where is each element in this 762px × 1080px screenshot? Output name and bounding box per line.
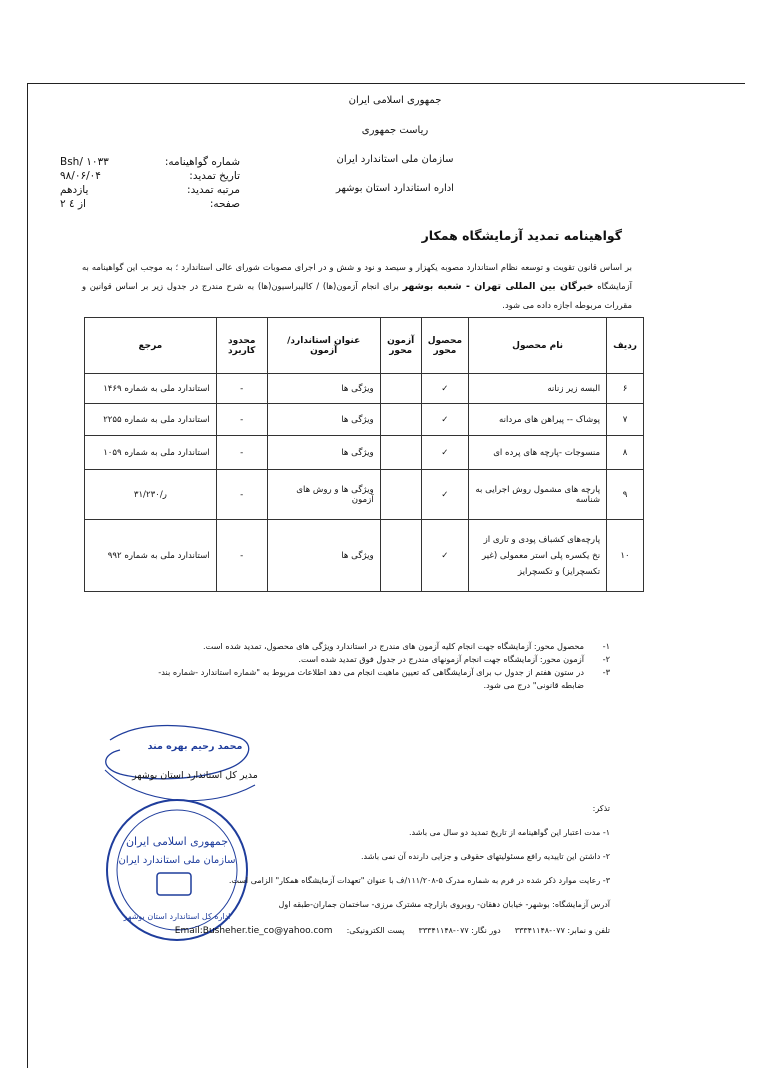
cell-test-axis [380,436,421,470]
cell-no: ۶ [607,374,644,404]
reminder-item: ۱- مدت اعتبار این گواهینامه از تاریخ تمدید دو سال می باشد. [409,828,610,837]
table-notes [150,640,610,692]
cell-test-axis [380,470,421,520]
renew-round-value: یازدهم [60,184,89,196]
cell-no: ۸ [607,436,644,470]
cell-no: ۱۰ [607,520,644,592]
cert-no-label: شماره گواهینامه: [164,156,240,168]
note-item: ۳- در ستون هفتم از جدول ب برای آزمایشگاهی که تعیین ماهیت انجام می دهد اطلاعات مربوط به "شماره استاندارد -شماره بند-ضابطه قانونی" درج می شود. [158,667,610,690]
th-test-axis: آزمون محور [380,318,421,374]
cell-limit: - [216,436,267,470]
cell-reference: ر/۳۱/۲۳۰ [85,470,217,520]
table-row [85,436,644,470]
cell-standard: ویژگی ها و روش های آزمون [267,470,380,520]
header-line-4: اداره استاندارد استان بوشهر [336,183,454,194]
intro-part-1: بر اساس قانون تقویت و توسعه نظام استاندارد مصوبه یکهزار و سیصد و نود و شش و در اجرای مصوبات شورای عالی استاندارد ؛ به موجب این گواهینامه به آزمایشگاه [82,262,632,291]
signer-position: مدیر کل استاندارد استان بوشهر [132,770,258,781]
cell-product-axis: ✓ [421,374,468,404]
cell-product: منسوجات -پارچه های پرده ای [469,436,607,470]
page-value: ۲ از ٤ [60,198,86,210]
table-row [85,404,644,436]
renew-round-label: مرتبه تمدید: [187,184,240,196]
cell-product-axis: ✓ [421,404,468,436]
cell-reference: استاندارد ملی به شماره ۱۰۵۹ [85,436,217,470]
document-title: گواهینامه تمدید آزمایشگاه همکار [421,228,622,243]
cell-product: پارچه های مشمول روش اجرایی به شناسه [469,470,607,520]
certificate-meta [60,155,240,211]
header-line-1: جمهوری اسلامی ایران [348,95,442,106]
cell-limit: - [216,520,267,592]
note-item: ۱- محصول محور: آزمایشگاه جهت انجام کلیه آزمون های مندرج در استاندارد ویژگی های محصول، تمدید شده است. [203,641,610,651]
signer-name: محمد رحیم بهره مند [147,741,243,752]
reminders [100,797,610,893]
renew-date-value: ۹۸/۰۶/۰۴ [60,170,101,182]
reminder-item: ۲- داشتن این تاییدیه رافع مسئولیتهای حقوقی و جزایی دارنده آن نمی باشد. [361,852,610,861]
page-label: صفحه: [209,198,240,210]
lab-name: خبرگان بین المللی تهران - شعبه بوشهر [402,281,594,292]
cell-standard: ویژگی ها [267,374,380,404]
cell-product-axis: ✓ [421,470,468,520]
email-label: پست الکترونیکی: [346,926,405,935]
stamp-text-ring: اداره کل استاندارد استان بوشهر [123,912,231,921]
cell-limit: - [216,470,267,520]
note-item: ۲- آزمون محور: آزمایشگاه جهت انجام آزمونهای مندرج در جدول فوق تمدید شده است. [298,654,610,664]
table-row [85,520,644,592]
th-standard: عنوان استاندارد/ آزمون [267,318,380,374]
cell-standard: ویژگی ها [267,404,380,436]
cell-reference: استاندارد ملی به شماره ۲۲۵۵ [85,404,217,436]
cell-limit: - [216,374,267,404]
cell-product: پارچه‌های کشباف پودی و تاری از نخ یکسره پلی استر معمولی (غیر تکسچرایز) و تکسچرایز [469,520,607,592]
cell-reference: استاندارد ملی به شماره ۹۹۲ [85,520,217,592]
header-line-2: ریاست جمهوری [361,125,429,136]
cell-no: ۹ [607,470,644,520]
reminder-item: ۳- رعایت موارد ذکر شده در فرم به شماره مدرک ۵-۱۱۱/۲۰۸/ف با عنوان "تعهدات آزمایشگاه همکار" الزامی است. [228,876,610,885]
cell-product: پوشاک -- پیراهن های مردانه [469,404,607,436]
th-row: ردیف [607,318,644,374]
cell-standard: ویژگی ها [267,436,380,470]
table-row [85,470,644,520]
cell-test-axis [380,520,421,592]
cell-no: ۷ [607,404,644,436]
th-product-axis: محصول محور [421,318,468,374]
table-row [85,374,644,404]
lab-email: Email:Busheher.tie_co@yahoo.com [174,926,333,936]
lab-phone: تلفن و نمابر: ۰۷۷-۳۳۳۴۱۱۴۸ [514,926,610,935]
lab-fax: دور نگار: ۰۷۷-۳۳۳۴۱۱۴۸ [418,926,501,935]
stamp-text-mid: سازمان ملی استاندارد ایران [118,855,236,866]
stamp-text-top: جمهوری اسلامی ایران [125,835,229,848]
scope-table [84,317,644,592]
intro-part-2: برای انجام آزمون(ها) / کالیبراسیون(ها) به شرح مندرج در جدول زیر بر اساس قوانین و مقررات مربوطه اجازه داده می شود. [82,281,632,310]
cell-product-axis: ✓ [421,520,468,592]
intro-paragraph [82,258,632,315]
cell-product: البسه زیر زنانه [469,374,607,404]
lab-contacts [100,926,610,936]
cell-reference: استاندارد ملی به شماره ۱۴۶۹ [85,374,217,404]
cell-product-axis: ✓ [421,436,468,470]
renew-date-label: تاریخ تمدید: [189,170,240,182]
reminders-heading: تذکر: [592,804,610,813]
cert-no-value: Bsh/ ۱۰۳۳ [60,156,109,168]
cell-limit: - [216,404,267,436]
header-line-3: سازمان ملی استاندارد ایران [336,154,454,165]
th-product: نام محصول [469,318,607,374]
cell-test-axis [380,374,421,404]
th-limit: محدود کاربرد [216,318,267,374]
cell-test-axis [380,404,421,436]
th-reference: مرجع [85,318,217,374]
cell-standard: ویژگی ها [267,520,380,592]
lab-address: آدرس آزمایشگاه: بوشهر- خیابان دهقان- روبروی بازارچه مشترک مرزی- ساختمان جماران-طبقه اول [278,900,610,909]
